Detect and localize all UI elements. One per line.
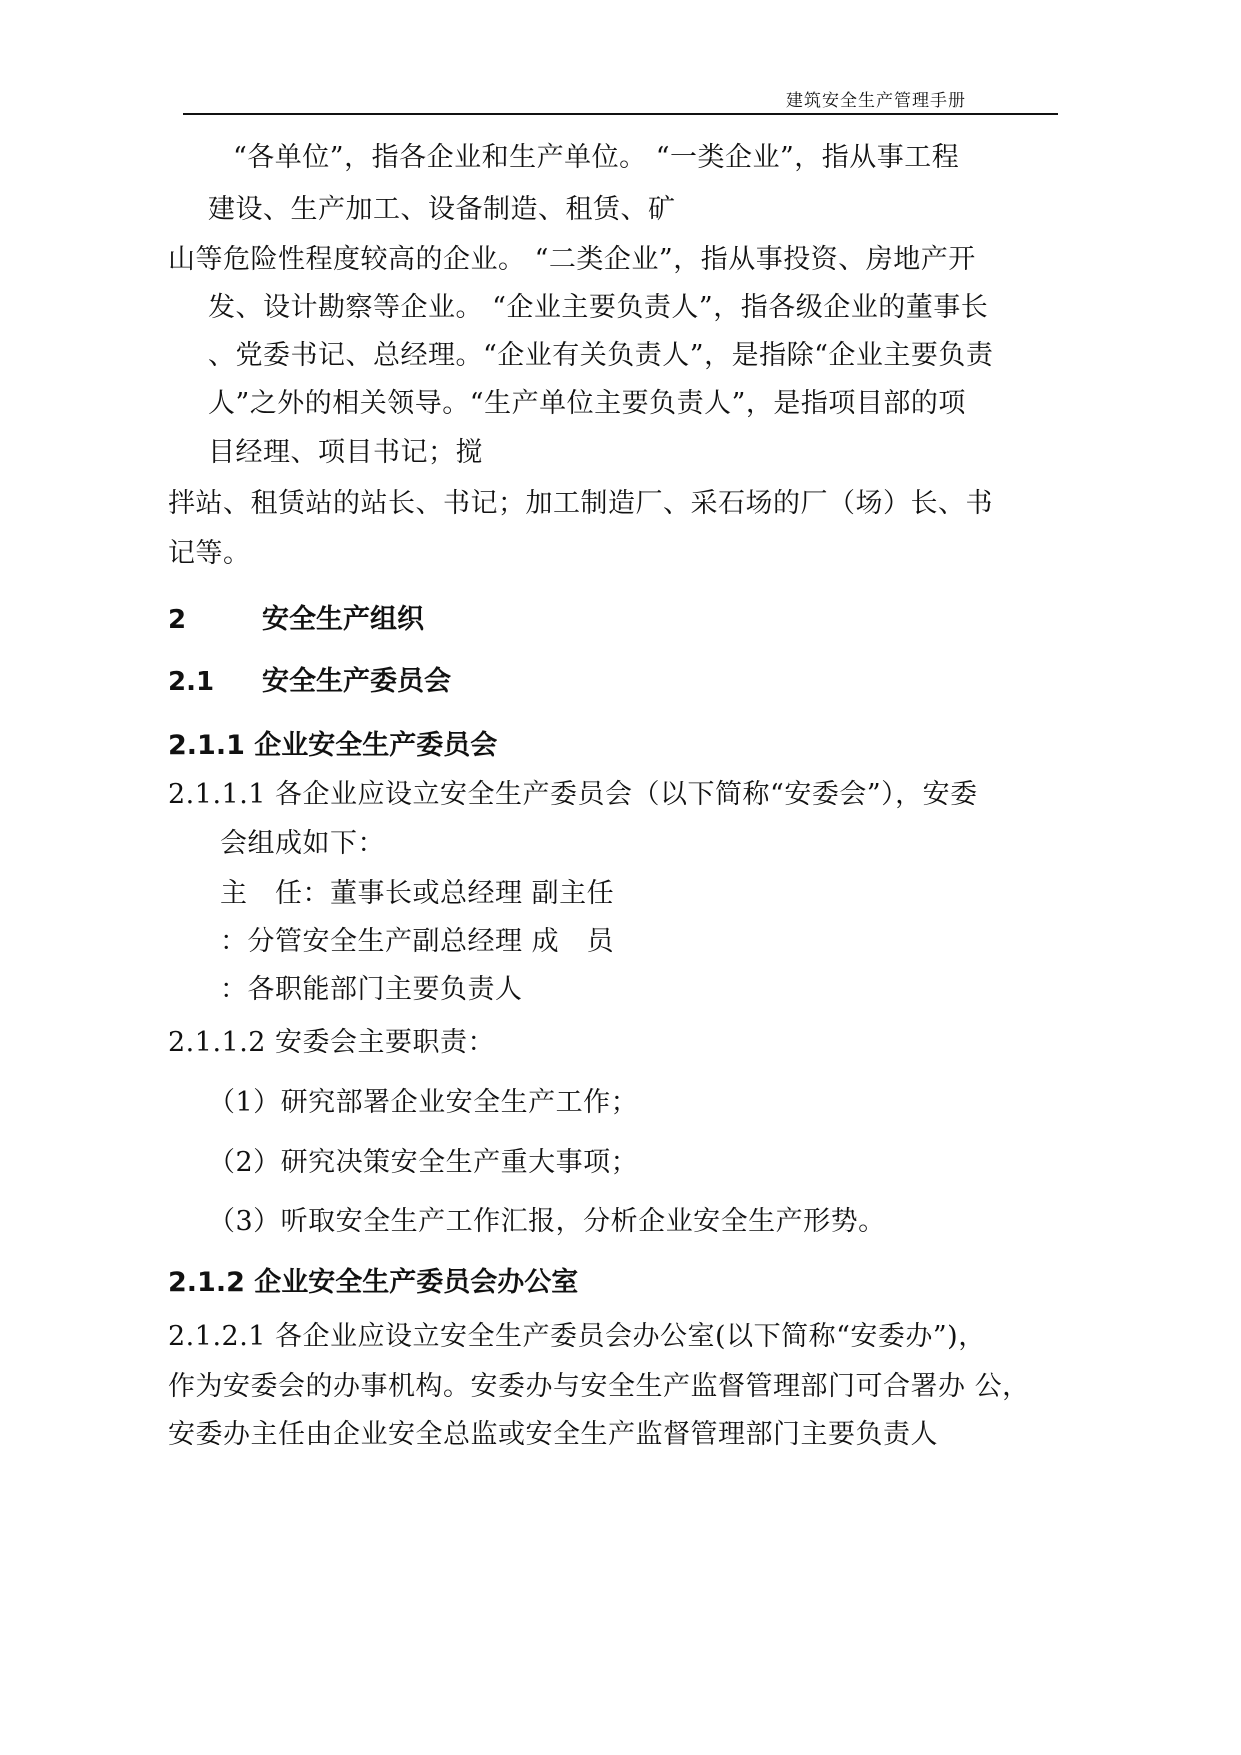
clause-line: 作为安委会的办事机构。安委办与安全生产监督管理部门可合署办 公， bbox=[168, 1371, 1030, 1402]
section-2-1-1-heading: 2.1.1 企业安全生产委员会 bbox=[168, 730, 498, 761]
clause-line: 主 任：董事长或总经理 副主任 bbox=[220, 878, 615, 909]
definitions-line: 建设、生产加工、设备制造、租赁、矿 bbox=[208, 194, 676, 225]
duty-list-item: （3）听取安全生产工作汇报，分析企业安全生产形势。 bbox=[208, 1206, 886, 1237]
clause-label: 2.1.1.2 安委会主要职责： bbox=[168, 1027, 496, 1058]
header-title: 建筑安全生产管理手册 bbox=[786, 91, 966, 111]
definitions-line: 发、设计勘察等企业。 “企业主要负责人”，指各级企业的董事长 bbox=[208, 292, 989, 323]
header-divider bbox=[183, 113, 1058, 115]
clause-line: ：各职能部门主要负责人 bbox=[220, 974, 523, 1005]
section-2-1-2-heading: 2.1.2 企业安全生产委员会办公室 bbox=[168, 1267, 579, 1298]
section-title: 安全生产委员会 bbox=[262, 666, 451, 697]
section-title: 安全生产组织 bbox=[262, 604, 424, 635]
clause-line: 安委办主任由企业安全总监或安全生产监督管理部门主要负责人 bbox=[168, 1419, 938, 1450]
definitions-line: 人”之外的相关领导。“生产单位主要负责人”，是指项目部的项 bbox=[208, 388, 966, 419]
definitions-line: 拌站、租赁站的站长、书记；加工制造厂、采石场的厂（场）长、书 bbox=[168, 488, 993, 519]
definitions-line: 山等危险性程度较高的企业。 “二类企业”，指从事投资、房地产开 bbox=[168, 244, 976, 275]
clause-line: 2.1.1.1 各企业应设立安全生产委员会（以下简称“安委会”），安委 bbox=[168, 779, 978, 810]
duty-list-item: （2）研究决策安全生产重大事项； bbox=[208, 1147, 639, 1178]
section-number: 2.1 bbox=[168, 667, 215, 697]
definitions-line: 记等。 bbox=[168, 538, 251, 569]
definitions-line: 目经理、项目书记；搅 bbox=[208, 437, 483, 468]
clause-line: 2.1.2.1 各企业应设立安全生产委员会办公室(以下简称“安委办”)， bbox=[168, 1321, 986, 1352]
clause-line: ：分管安全生产副总经理 成 员 bbox=[220, 926, 615, 957]
duty-list-item: （1）研究部署企业安全生产工作； bbox=[208, 1087, 639, 1118]
clause-line: 会组成如下： bbox=[220, 828, 385, 859]
section-number: 2 bbox=[168, 605, 187, 635]
definitions-line: 、党委书记、总经理。“企业有关负责人”，是指除“企业主要负责 bbox=[208, 340, 994, 371]
definitions-line: “各单位”，指各企业和生产单位。 “一类企业”，指从事工程 bbox=[233, 142, 960, 173]
